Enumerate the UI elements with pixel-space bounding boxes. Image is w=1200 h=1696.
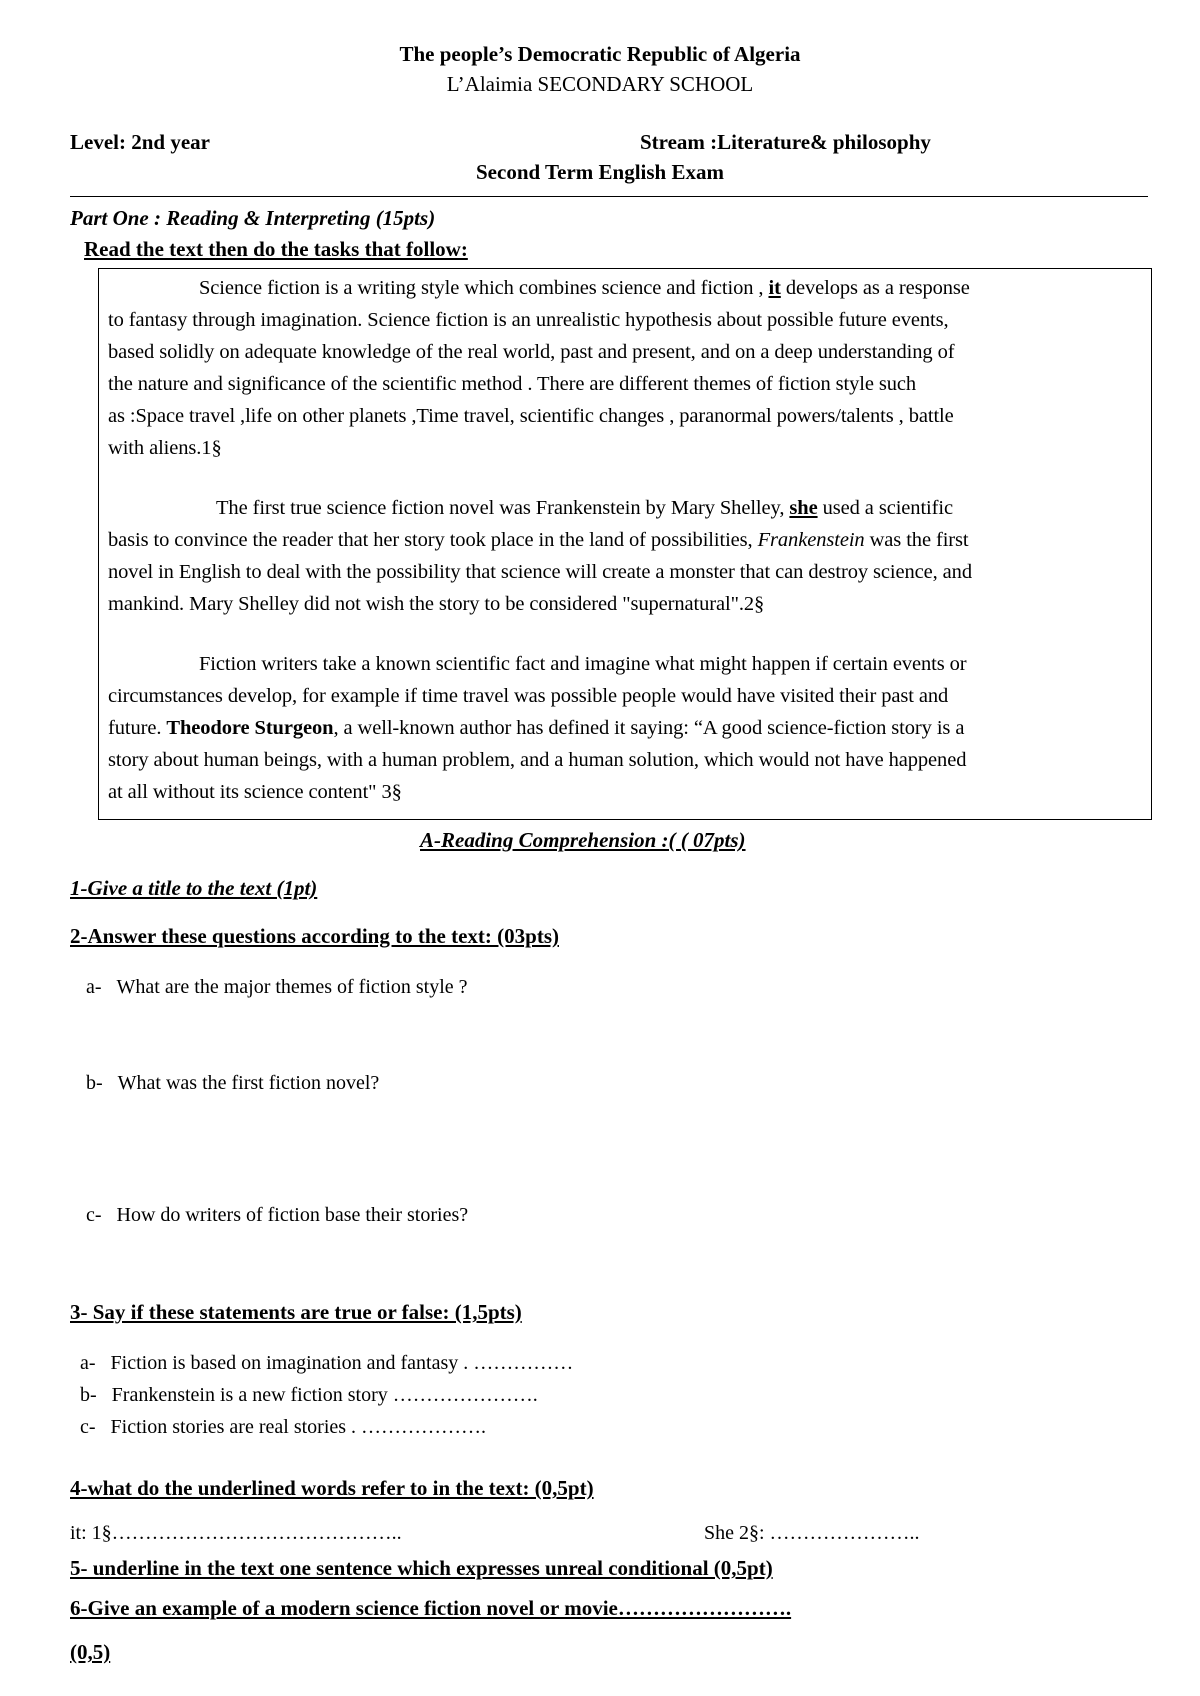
passage-line	[216, 497, 953, 520]
passage-line: with aliens.1§	[108, 437, 222, 459]
item-text: Fiction is based on imagination and fantasy . ……………	[110, 1352, 574, 1374]
passage-line	[108, 717, 964, 740]
passage-text: The first true science fiction novel was Frankenstein by Mary Shelley,	[216, 497, 790, 519]
part-one-title: Part One : Reading & Interpreting (15pts)	[70, 206, 436, 230]
item-text: What was the first fiction novel?	[117, 1072, 380, 1094]
passage-text: was the first	[864, 529, 969, 551]
question-4-she-answer: She 2§: …………………..	[704, 1522, 920, 1544]
school-heading: L’Alaimia SECONDARY SCHOOL	[446, 72, 754, 96]
question-3a	[80, 1352, 573, 1375]
question-1: 1-Give a title to the text (1pt)	[70, 876, 318, 900]
passage-text: future.	[108, 717, 167, 739]
passage-text: Science fiction is a writing style which combines science and fiction ,	[199, 277, 769, 299]
country-heading: The people’s Democratic Republic of Algeria	[399, 42, 801, 66]
passage-line: the nature and significance of the scientific method . There are different themes of fiction style such	[108, 373, 917, 395]
item-text: How do writers of fiction base their stories?	[116, 1204, 469, 1226]
passage-line: circumstances develop, for example if time travel was possible people would have visited their past and	[108, 685, 949, 707]
question-3c	[80, 1416, 486, 1439]
passage-text: , a well-known author has defined it saying: “A good science-fiction story is a	[333, 717, 965, 739]
question-5: 5- underline in the text one sentence which expresses unreal conditional (0,5pt)	[70, 1556, 773, 1580]
section-a-title: A-Reading Comprehension :( ( 07pts)	[420, 828, 746, 852]
reading-passage-box	[98, 268, 1152, 820]
passage-line: as :Space travel ,life on other planets ,Time travel, scientific changes , paranormal powers/talents , battle	[108, 405, 954, 427]
level-label: Level: 2nd year	[70, 130, 210, 154]
passage-text: used a scientific	[817, 497, 953, 519]
question-4: 4-what do the underlined words refer to in the text: (0,5pt)	[70, 1476, 594, 1500]
item-letter: a-	[86, 976, 102, 998]
item-letter: b-	[80, 1384, 97, 1406]
passage-line	[108, 529, 969, 552]
passage-line: Fiction writers take a known scientific fact and imagine what might happen if certain events or	[199, 653, 967, 675]
item-letter: c-	[80, 1416, 96, 1438]
header-divider	[70, 196, 1148, 197]
passage-text: basis to convince the reader that her story took place in the land of possibilities,	[108, 529, 758, 551]
passage-line: novel in English to deal with the possibility that science will create a monster that can destroy science, and	[108, 561, 972, 583]
underlined-ref-it: it	[768, 277, 781, 299]
item-text: Frankenstein is a new fiction story ………………….	[111, 1384, 538, 1406]
passage-line: at all without its science content" 3§	[108, 781, 402, 803]
question-6-points: (0,5)	[70, 1640, 111, 1664]
passage-line: to fantasy through imagination. Science fiction is an unrealistic hypothesis about possible future events,	[108, 309, 949, 331]
reading-instruction: Read the text then do the tasks that follow:	[84, 237, 468, 261]
question-2c	[86, 1204, 468, 1227]
item-letter: c-	[86, 1204, 102, 1226]
exam-title: Second Term English Exam	[476, 160, 724, 184]
question-2: 2-Answer these questions according to the text: (03pts)	[70, 924, 559, 948]
passage-text: develops as a response	[780, 277, 970, 299]
passage-line	[199, 277, 970, 300]
item-letter: b-	[86, 1072, 103, 1094]
passage-line: story about human beings, with a human problem, and a human solution, which would not have happened	[108, 749, 967, 771]
author-name: Theodore Sturgeon	[166, 717, 334, 739]
item-letter: a-	[80, 1352, 96, 1374]
stream-label: Stream :Literature& philosophy	[640, 130, 931, 154]
passage-line: mankind. Mary Shelley did not wish the story to be considered "supernatural".2§	[108, 593, 765, 615]
underlined-ref-she: she	[789, 497, 818, 519]
item-text: Fiction stories are real stories . ……………….	[110, 1416, 487, 1438]
question-3: 3- Say if these statements are true or false: (1,5pts)	[70, 1300, 522, 1324]
question-4-it-answer: it: 1§……………………………………..	[70, 1522, 402, 1544]
novel-title: Frankenstein	[757, 529, 865, 551]
question-6: 6-Give an example of a modern science fiction novel or movie…………………….	[70, 1596, 792, 1620]
passage-line: based solidly on adequate knowledge of the real world, past and present, and on a deep understanding of	[108, 341, 955, 363]
question-2a	[86, 976, 468, 999]
question-2b	[86, 1072, 379, 1095]
item-text: What are the major themes of fiction style ?	[116, 976, 468, 998]
question-3b	[80, 1384, 538, 1407]
